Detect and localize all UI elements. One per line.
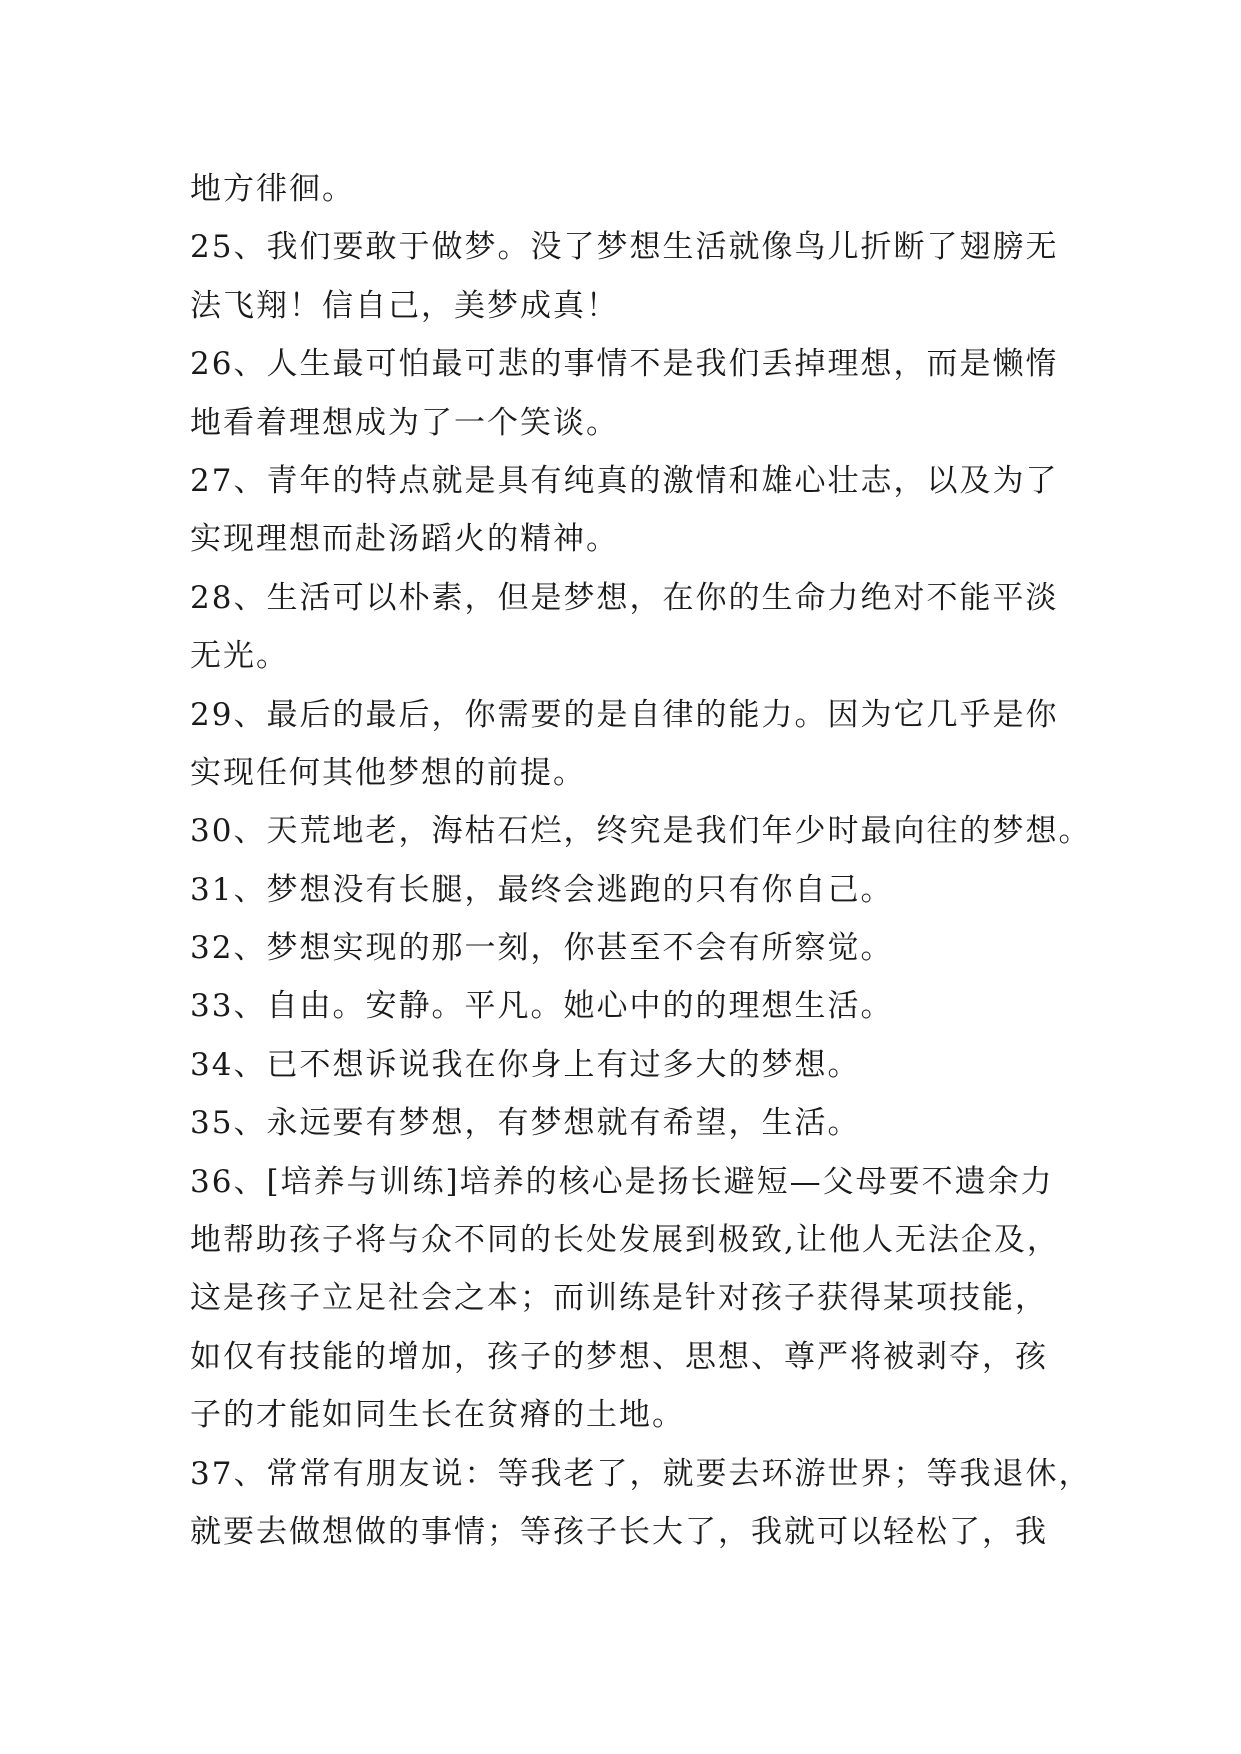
text-line: 34、已不想诉说我在你身上有过多大的梦想。	[190, 1046, 861, 1083]
text-line: 实现理想而赴汤蹈火的精神。	[190, 521, 619, 558]
text-line: 31、梦想没有长腿，最终会逃跑的只有你自己。	[190, 871, 894, 908]
text-line: 实现任何其他梦想的前提。	[190, 754, 586, 791]
text-line: 27、青年的特点就是具有纯真的激情和雄心壮志，以及为了	[190, 462, 1059, 499]
text-line: 28、生活可以朴素，但是梦想，在你的生命力绝对不能平淡	[190, 579, 1059, 616]
text-body	[190, 160, 1092, 1561]
text-line: 35、永远要有梦想，有梦想就有希望，生活。	[190, 1105, 861, 1142]
text-line: 地帮助孩子将与众不同的长处发展到极致,让他人无法企及，	[190, 1222, 1060, 1259]
text-line: 就要去做想做的事情；等孩子长大了，我就可以轻松了，我	[190, 1513, 1048, 1550]
text-line: 30、天荒地老，海枯石烂，终究是我们年少时最向往的梦想。	[190, 813, 1092, 850]
text-line: 26、人生最可怕最可悲的事情不是我们丢掉理想，而是懒惰	[190, 346, 1059, 383]
text-line: 32、梦想实现的那一刻，你甚至不会有所察觉。	[190, 930, 894, 967]
text-line: 25、我们要敢于做梦。没了梦想生活就像鸟儿折断了翅膀无	[190, 229, 1059, 266]
text-line: 29、最后的最后，你需要的是自律的能力。因为它几乎是你	[190, 696, 1059, 733]
text-line: 这是孩子立足社会之本；而训练是针对孩子获得某项技能，	[190, 1280, 1048, 1317]
text-line: 法飞翔！信自己，美梦成真！	[190, 287, 619, 324]
text-line: 无光。	[190, 638, 289, 675]
text-line: 子的才能如同生长在贫瘠的土地。	[190, 1397, 685, 1434]
text-line: 地方徘徊。	[190, 171, 355, 207]
text-line: 36、[培养与训练]培养的核心是扬长避短—父母要不遗余力	[190, 1163, 1054, 1200]
text-line: 37、常常有朋友说：等我老了，就要去环游世界；等我退休，	[190, 1455, 1092, 1492]
text-line: 33、自由。安静。平凡。她心中的的理想生活。	[190, 988, 894, 1025]
text-line: 如仅有技能的增加，孩子的梦想、思想、尊严将被剥夺，孩	[190, 1338, 1048, 1375]
text-line: 地看着理想成为了一个笑谈。	[190, 404, 619, 441]
